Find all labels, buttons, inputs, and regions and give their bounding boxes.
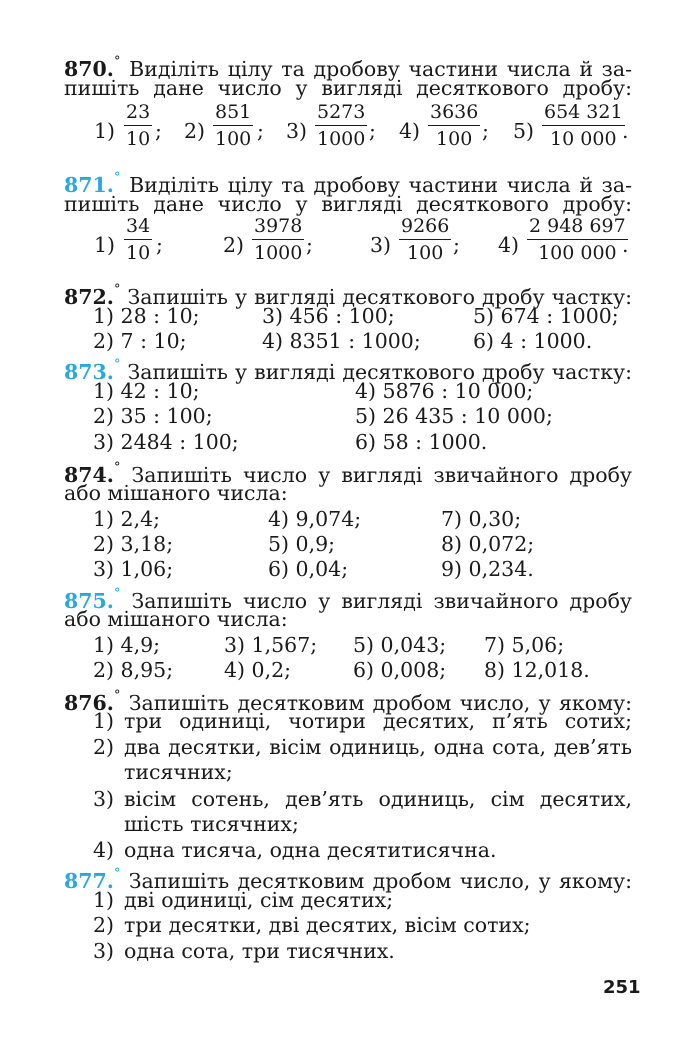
ex874-item5: 5) 0,9; [268,532,336,556]
ex873-item6: 6) 58 : 1000. [355,430,488,454]
ex876-item2-continuation: тисячних; [124,760,233,784]
ex870-item4-sep: ; [482,119,489,143]
ex877-item2-label: 2) [93,913,115,937]
ex872-item3: 3) 456 : 100; [262,304,395,328]
exercise-872-task: 872.° Запишіть у вигляді десяткового дробу частку: [64,282,632,309]
ex875-item4: 4) 0,2; [224,658,292,682]
exercise-871-number: 871.° [64,170,121,197]
exercise-875-line2: або мішаного числа: [64,607,288,631]
ex876-item3-continuation: шість тисячних; [124,812,299,836]
exercise-876-task: 876.° Запишіть десятковим дробом число, у якому: [64,688,632,715]
ex872-item1: 1) 28 : 10; [93,304,200,328]
ex876-item3-text: вісім сотень, дев’ять одиниць, сім десятих, [124,787,632,811]
ex871-item3-label: 3) [370,233,392,257]
ex877-item1-label: 1) [93,888,115,912]
ex874-item8: 8) 0,072; [441,532,535,556]
exercise-873-number: 873.° [64,357,121,384]
ex870-item4-label: 4) [399,119,421,143]
exercise-873-task: 873.° Запишіть у вигляді десяткового дробу частку: [64,357,632,384]
exercise-875-line1: 875.° Запишіть число у вигляді звичайного дробу [64,586,632,613]
exercise-870-line2: пишіть дане число у вигляді десяткового дробу: [64,76,632,100]
page-number: 251 [603,977,641,998]
exercise-877-task: 877.° Запишіть десятковим дробом число, у якому: [64,866,632,893]
exercise-875-number: 875.° [64,586,121,613]
ex876-item1-label: 1) [93,709,115,733]
ex877-item2-text: три десятки, дві десятих, вісім сотих; [124,913,531,937]
ex870-item1-sep: ; [155,119,162,143]
ex871-item1-sep: ; [156,233,163,257]
exercise-870-line1: 870.° Виділіть цілу та дробову частини числа й за- [64,54,632,81]
ex870-item2-fraction: $\frac{851}{100}$ [215,101,252,150]
ex873-item4: 4) 5876 : 10 000; [355,379,534,403]
ex871-item2-fraction: $\frac{3978}{1000}$ [254,215,303,264]
ex870-item1-label: 1) [94,119,116,143]
ex871-item4-sep: . [622,233,629,257]
ex870-item2-sep: ; [257,119,264,143]
ex873-item1: 1) 42 : 10; [93,379,200,403]
ex876-item4-label: 4) [93,838,115,862]
ex874-item9: 9) 0,234. [441,557,534,581]
ex871-item3-sep: ; [453,233,460,257]
ex871-item2-sep: ; [306,233,313,257]
ex870-item3-label: 3) [286,119,308,143]
exercise-870-number: 870.° [64,54,121,81]
ex875-item5: 5) 0,043; [353,633,447,657]
ex875-item2: 2) 8,95; [93,658,174,682]
ex871-item2-label: 2) [223,233,245,257]
ex876-item1-text: три одиниці, чотири десятих, п’ять сотих; [124,709,632,733]
ex871-item4-label: 4) [498,233,520,257]
exercise-876-number: 876.° [64,688,121,715]
exercise-871-line2: пишіть дане число у вигляді десяткового дробу: [64,192,632,216]
ex870-item3-sep: ; [369,119,376,143]
ex875-item1: 1) 4,9; [93,633,161,657]
exercise-874-number: 874.° [64,460,121,487]
ex877-item3-text: одна сота, три тисячних. [124,939,395,963]
exercise-874-line2: або мішаного числа: [64,481,288,505]
ex872-item5: 5) 674 : 1000; [473,304,619,328]
ex874-item3: 3) 1,06; [93,557,174,581]
ex873-item2: 2) 35 : 100; [93,404,213,428]
ex874-item1: 1) 2,4; [93,507,161,531]
ex872-item6: 6) 4 : 1000. [473,329,593,353]
ex870-item1-fraction: $\frac{23}{10}$ [126,101,151,150]
exercise-871-line1: 871.° Виділіть цілу та дробову частини числа й за- [64,170,632,197]
ex874-item7: 7) 0,30; [441,507,522,531]
ex870-item3-fraction: $\frac{5273}{1000}$ [317,101,366,150]
ex876-item4-text: одна тисяча, одна десятитисячна. [124,838,497,862]
ex876-item2-text: два десятки, вісім одиниць, одна сота, дев’ять [124,735,632,759]
ex871-item3-fraction: $\frac{9266}{100}$ [401,215,450,264]
ex874-item4: 4) 9,074; [268,507,362,531]
ex873-item3: 3) 2484 : 100; [93,430,239,454]
ex872-item4: 4) 8351 : 1000; [262,329,421,353]
ex877-item1-text: дві одиниці, сім десятих; [124,888,394,912]
ex870-item5-fraction: $\frac{654 321}{10 000}$ [544,101,623,150]
ex870-item2-label: 2) [184,119,206,143]
ex876-item2-label: 2) [93,735,115,759]
ex872-item2: 2) 7 : 10; [93,329,187,353]
ex874-item6: 6) 0,04; [268,557,349,581]
ex876-item3-label: 3) [93,787,115,811]
ex875-item7: 7) 5,06; [484,633,565,657]
exercise-872-number: 872.° [64,282,121,309]
ex871-item1-label: 1) [94,233,116,257]
ex877-item3-label: 3) [93,939,115,963]
ex870-item4-fraction: $\frac{3636}{100}$ [430,101,479,150]
ex871-item1-fraction: $\frac{34}{10}$ [126,215,151,264]
ex870-item5-label: 5) [513,119,535,143]
ex875-item3: 3) 1,567; [224,633,318,657]
ex874-item2: 2) 3,18; [93,532,174,556]
ex873-item5: 5) 26 435 : 10 000; [355,404,553,428]
exercise-877-number: 877.° [64,866,121,893]
ex875-item6: 6) 0,008; [353,658,447,682]
exercise-874-line1: 874.° Запишіть число у вигляді звичайного дробу [64,460,632,487]
ex871-item4-fraction: $\frac{2 948 697}{100 000}$ [529,215,626,264]
ex875-item8: 8) 12,018. [484,658,590,682]
ex870-item5-sep: . [622,119,629,143]
